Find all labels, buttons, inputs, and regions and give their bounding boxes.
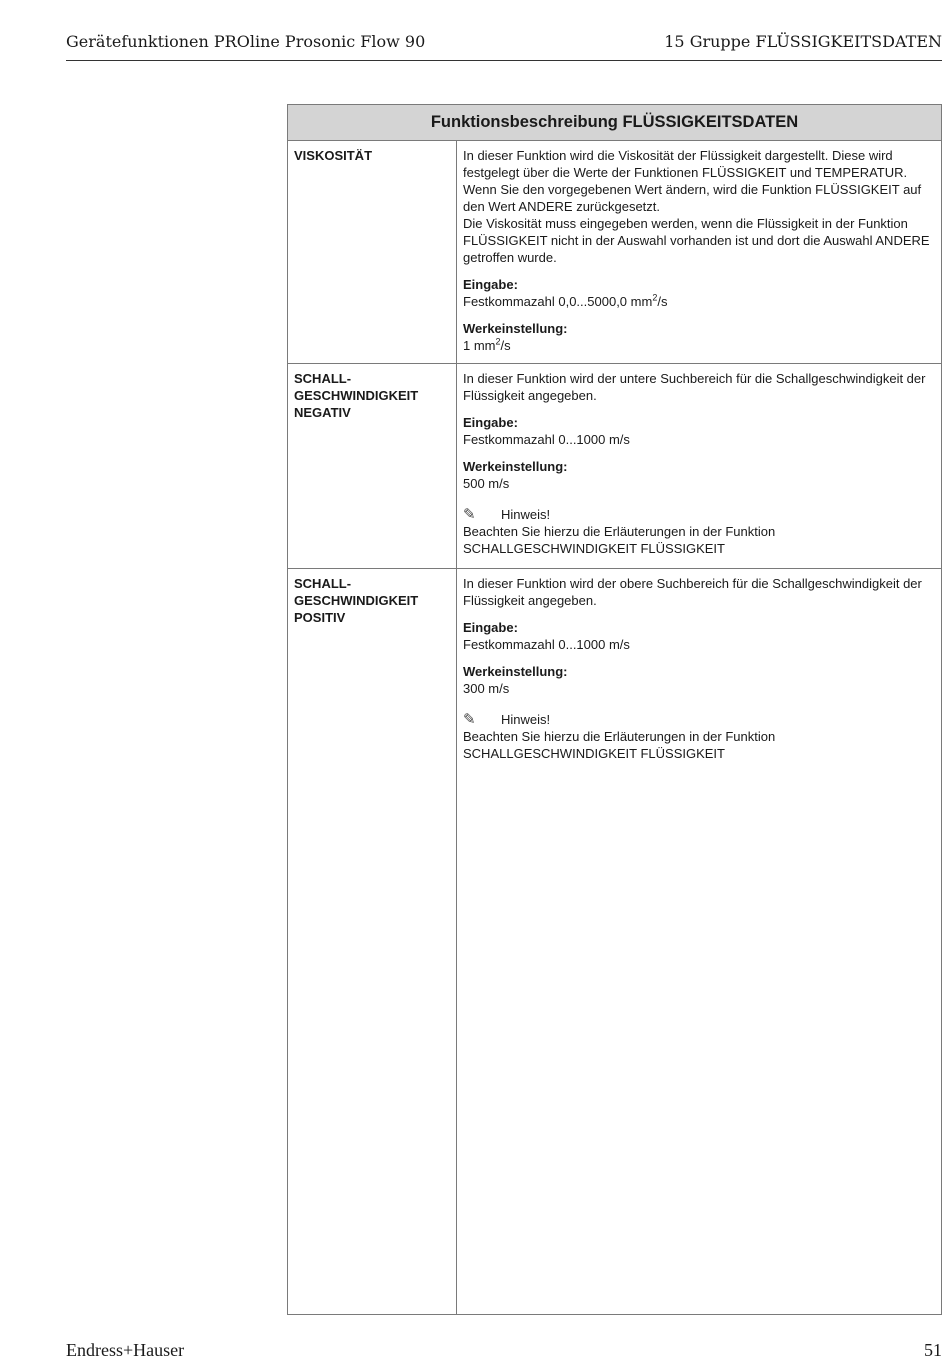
input-label: Eingabe:	[463, 620, 518, 635]
description-text: In dieser Funktion wird der obere Suchbereich für die Schallgeschwindigkeit der Flüssigkeit angegeben.	[463, 576, 922, 608]
page-header	[66, 30, 942, 61]
default-value: 1 $mm^2/s$	[463, 336, 511, 353]
input-label: Eingabe:	[463, 415, 518, 430]
note-title: Hinweis!	[501, 507, 551, 522]
header-left-title: Gerätefunktionen PROline Prosonic Flow 90	[66, 32, 426, 51]
table-row	[288, 141, 941, 364]
pencil-icon: ✎	[463, 505, 476, 523]
note-text: Beachten Sie hierzu die Erläuterungen in der Funktion SCHALLGESCHWINDIGKEIT FLÜSSIGKEIT	[463, 729, 776, 761]
default-label: Werkeinstellung:	[463, 459, 568, 474]
function-description	[463, 141, 941, 358]
function-name: VISKOSITÄT	[294, 148, 373, 163]
function-name: SCHALL- GESCHWINDIGKEIT POSITIV	[294, 576, 419, 625]
description-text: Die Viskosität muss eingegeben werden, wenn die Flüssigkeit in der Funktion FLÜSSIGKEIT nicht in der Auswahl vorhanden ist und dort die Auswahl ANDERE getroffen wurde.	[463, 216, 930, 265]
input-value: Festkommazahl 0...1000 m/s	[463, 637, 630, 652]
default-label: Werkeinstellung:	[463, 321, 568, 336]
note-text: Beachten Sie hierzu die Erläuterungen in der Funktion SCHALLGESCHWINDIGKEIT FLÜSSIGKEIT	[463, 524, 776, 556]
table-row	[288, 364, 941, 569]
default-label: Werkeinstellung:	[463, 664, 568, 679]
default-value: 500 m/s	[463, 476, 510, 491]
input-label: Eingabe:	[463, 277, 518, 292]
pencil-icon: ✎	[463, 710, 476, 728]
table-title: Funktionsbeschreibung FLÜSSIGKEITSDATEN	[288, 105, 941, 141]
footer-brand: Endress+Hauser	[66, 1340, 185, 1360]
description-text: In dieser Funktion wird der untere Suchbereich für die Schallgeschwindigkeit der Flüssigkeit angegeben.	[463, 371, 926, 403]
note-heading	[463, 506, 933, 523]
function-description	[463, 569, 941, 766]
input-value: Festkommazahl 0...1000 m/s	[463, 432, 630, 447]
table-row	[288, 569, 941, 1317]
function-name: SCHALL- GESCHWINDIGKEIT NEGATIV	[294, 371, 419, 420]
default-value: 300 m/s	[463, 681, 510, 696]
input-value: Festkommazahl 0,0...5000,0 $mm^2/s$	[463, 292, 668, 309]
header-right-title: 15 Gruppe FLÜSSIGKEITSDATEN	[664, 32, 942, 51]
note-heading	[463, 711, 933, 728]
note-title: Hinweis!	[501, 712, 551, 727]
description-text: In dieser Funktion wird die Viskosität der Flüssigkeit dargestellt. Diese wird festgelegt über die Werte der Funktionen FLÜSSIGKEIT und TEMPERATUR. Wenn Sie den vorgegebenen Wert ändern, wird die Funktion FLÜSSIGKEIT auf den Wert ANDERE zurückgesetzt.	[463, 148, 922, 214]
page-number: 51	[924, 1340, 942, 1360]
function-description	[463, 364, 941, 561]
function-table	[287, 104, 942, 1315]
